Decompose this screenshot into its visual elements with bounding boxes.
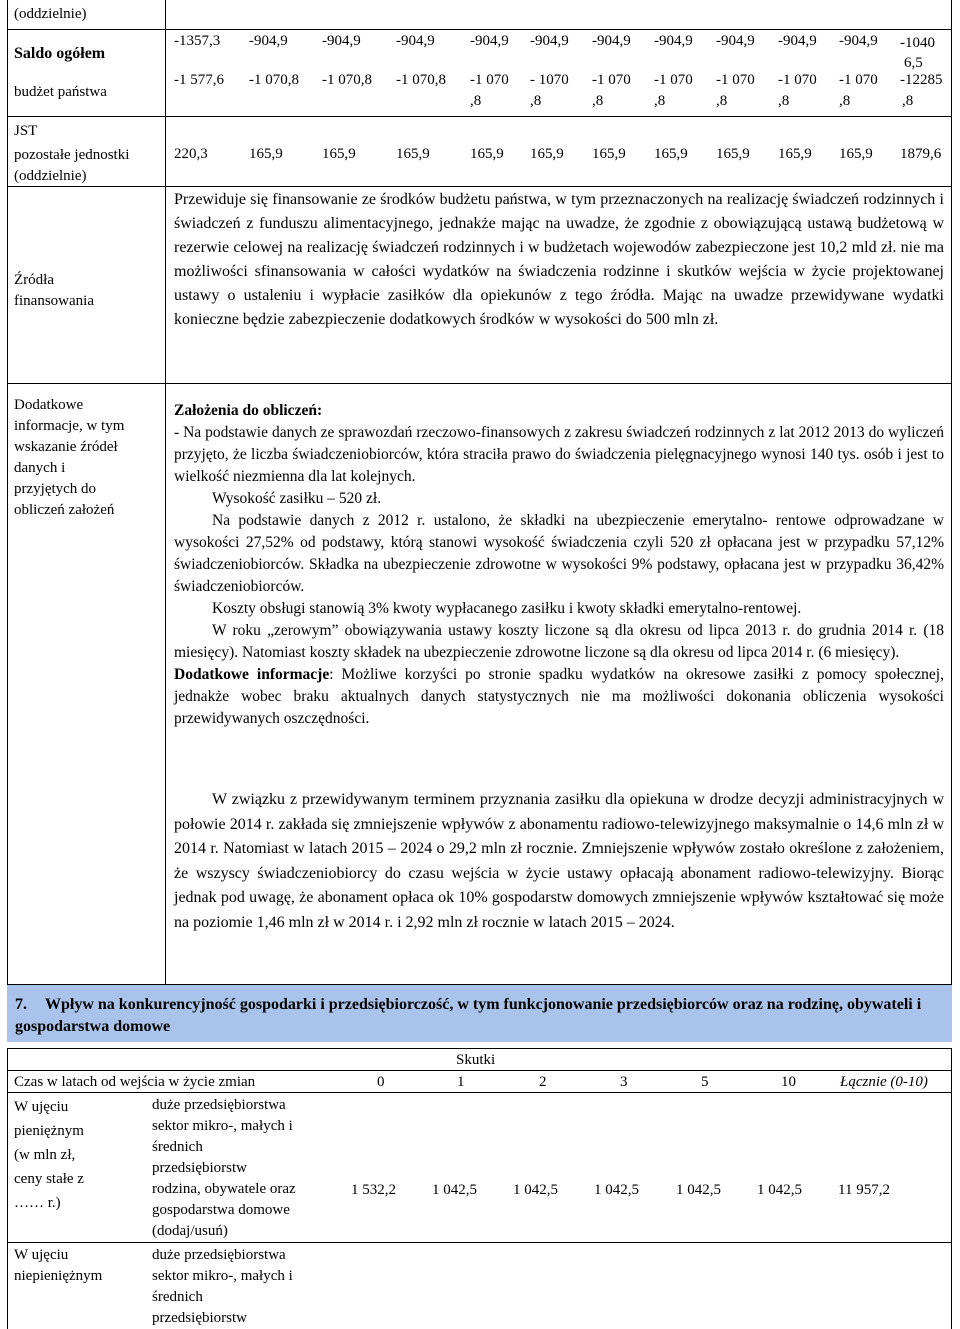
pieniezny-label-line: …… r.) [14,1195,61,1211]
budzet-value-line: -1 070 [839,72,878,88]
budzet-value-line: -1 070 [470,72,509,88]
dodatkowe-line: wskazanie źródeł [14,439,118,455]
pieniezny-label [14,1095,84,1215]
zalozenia-p7: W związku z przewidywanym terminem przyznania zasiłku dla opiekuna w drodze decyzji administracyjnych w połowie 2014 r. zakłada się zmniejszenie wpływów z abonamentu radiowo-telewizyjnego maksymalnie o 14,6 mln zł w 2014 r. Natomiast w latach 2015 – 2024 o 29,2 mln zł rocznie. Zmniejszenie wpływów zostało określone z założeniem, że wszyscy świadczeniobiorcy do czasu wejścia w życie ustawy opłacają abonament radiowo-telewizyjny. Biorąc jednak pod uwagę, że abonament opłaca ok 10% gospodarstw domowych zmniejszenie wpływów kształtować się może na poziomie 1,46 mln zł w 2014 r. i 2,92 mln zł rocznie w latach 2015 – 2024. [174,791,944,931]
rodzina-value: 11 957,2 [838,1182,890,1198]
pozostale-value: 165,9 [530,146,564,162]
budzet-value-line: ,8 [716,93,728,109]
dodatkowe-label [14,395,124,521]
year-header: 0 [377,1074,385,1090]
budzet-value-line: ,8 [654,93,666,109]
category-row [152,1266,293,1329]
category-row-line: gospodarstwa domowe [152,1202,290,1218]
section-7-header [7,985,952,1042]
dodatkowe-line: przyjętych do [14,481,97,497]
total-label: Łącznie (0-10) [840,1074,928,1090]
saldo-value: -904,9 [592,33,631,49]
budzet-value-line: ,8 [839,93,851,109]
zalozenia-p2: Wysokość zasiłku – 520 zł. [212,490,382,507]
budzet-label: budżet państwa [14,84,107,100]
budzet-value-line: -1 070,8 [249,72,299,88]
category-row [152,1095,296,1116]
zrodla-label-2: finansowania [14,293,94,309]
category-row-line: duże przedsiębiorstwa [152,1097,286,1113]
year-header: 3 [620,1074,628,1090]
zalozenia-p5: W roku „zerowym” obowiązywania ustawy koszty liczone są dla okresu od lipca 2013 r. do grudnia 2014 r. (18 miesięcy). Natomiast koszty składek na ubezpieczenie zdrowotne liczone są dla okresu od lipca 2014 r. (6 miesięcy). [174,622,944,661]
saldo-last-line: -1040 [900,35,935,51]
saldo-value: -904,9 [530,33,569,49]
pozostale-value: 1879,6 [900,146,942,162]
pieniezny-rows [152,1095,296,1242]
budzet-value [592,70,631,112]
section-7-title: 7. Wpływ na konkurencyjność gospodarki i przedsiębiorczość, w tym funkcjonowanie przedsiębiorców oraz na rodzinę, obywateli i gospodarstwa domowe [15,996,922,1035]
pozostale-value: 165,9 [249,146,283,162]
category-row [152,1116,296,1179]
budzet-value [249,70,299,91]
budzet-value [174,70,224,91]
budzet-value-line: -1 070 [778,72,817,88]
saldo-value: -904,9 [716,33,755,49]
pozostale-value: 165,9 [470,146,504,162]
dodatkowe-line: informacje, w tym [14,418,125,434]
outer-left-border [7,0,8,985]
budzet-value-line: -1 070,8 [396,72,446,88]
budzet-value [839,70,878,112]
pieniezny-label-line: ceny stałe z [14,1171,84,1187]
pozostale-label-2: (oddzielnie) [14,168,87,184]
year-header: 2 [539,1074,547,1090]
zalozenia-p4: Koszty obsługi stanowią 3% kwoty wypłacanego zasiłku i kwoty składki emerytalno-rentowej. [212,600,802,617]
zrodla-finansowania-text: Przewiduje się finansowanie ze środków budżetu państwa, w tym przeznaczonych na realizację świadczeń rodzinnych i świadczeń z funduszu alimentacyjnego, jednakże mając na uwadze, że zgodnie z obowiązującą ustawą budżetową w rezerwie celowej na realizację świadczeń rodzinnych i w budżetach wojewodów zabezpieczone jest 10,2 mld zł. nie ma możliwości sfinansowania w całości wydatków na świadczenia rodzinne i skutków wejścia w życie projektowanej ustawy o ustaleniu i wypłacie zasiłków dla opiekunów z tego źródła. Mając na uwadze przewidywane wydatki konieczne będzie zabezpieczenie dodatkowych środków w wysokości do 500 mln zł. [174,191,944,328]
pieniezny-label-line: W ujęciu [14,1099,69,1115]
left-col-divider [165,0,166,985]
czas-label: Czas w latach od wejścia w życie zmian [14,1074,256,1090]
pozostale-value: 165,9 [839,146,873,162]
oddzielnie-top-label: (oddzielnie) [14,6,87,22]
dodatkowe-line: Dodatkowe [14,397,84,413]
budzet-value-line: ,8 [470,93,482,109]
rodzina-value: 1 042,5 [676,1182,721,1198]
niepieniezny-label [14,1245,102,1287]
category-row-line: średnich [152,1139,203,1155]
year-header: 5 [701,1074,709,1090]
zalozenia-p3: Na podstawie danych z 2012 r. ustalono, że składki na ubezpieczenie emerytalno- rentowe odprowadzane w wysokości 27,52% od podstawy, którą stanowi wysokość świadczenia czyli 520 zł opłacana jest w przypadku 57,12% świadczeniobiorców. Składka na ubezpieczenie zdrowotne w wysokości 9% podstawy, opłacana jest w przypadku 36,42% świadczeniobiorców. [174,512,944,595]
budzet-value [530,70,569,112]
budzet-value-line: ,8 [530,93,542,109]
category-row-line: przedsiębiorstw [152,1310,247,1326]
saldo-value: -1357,3 [174,33,221,49]
category-row [152,1245,293,1266]
category-row-line: rodzina, obywatele oraz [152,1181,296,1197]
budzet-value-line: -1 070 [592,72,631,88]
budzet-value [322,70,372,91]
saldo-value: -904,9 [778,33,817,49]
category-row-line: sektor mikro-, małych i [152,1118,293,1134]
category-row-line: średnich [152,1289,203,1305]
table-left-border [7,1048,8,1329]
dodatkowe-informacje-rest: : Możliwe korzyści po stronie spadku wydatków na okresowe zasiłki z pomocy społecznej, jednakże wobec braku aktualnych danych statystycznych nie ma możliwości dokonania obliczenia wysokości przewidywanych oszczędności. [174,666,944,727]
pozostale-value: 165,9 [778,146,812,162]
pozostale-value: 165,9 [322,146,356,162]
saldo-value: -904,9 [322,33,361,49]
budzet-value [716,70,755,112]
dodatkowe-line: danych i [14,460,66,476]
year-header: 10 [781,1074,796,1090]
dodatkowe-line: obliczeń założeń [14,502,115,518]
category-row [152,1221,296,1242]
budzet-value-line: ,8 [592,93,604,109]
table-hline-niepieniezny [7,1242,952,1243]
budzet-value-line: - 1070 [530,72,569,88]
budzet-value-line: -1 070 [716,72,755,88]
niepieniezny-label-line: niepieniężnym [14,1268,103,1284]
skutki-label: Skutki [456,1052,496,1068]
rodzina-value: 1 042,5 [432,1182,477,1198]
table-top-border [7,1048,952,1049]
rodzina-value: 1 042,5 [513,1182,558,1198]
hline-under-budzet [7,116,952,117]
saldo-value: -904,9 [470,33,509,49]
rodzina-value: 1 042,5 [757,1182,802,1198]
saldo-value: -904,9 [249,33,288,49]
saldo-value: -904,9 [396,33,435,49]
niepieniezny-label-line: W ujęciu [14,1247,69,1263]
saldo-label: Saldo ogółem [14,45,106,62]
budzet-value-line: -1 070 [654,72,693,88]
table-right-border [951,1048,952,1329]
category-row [152,1179,296,1221]
hline-under-zrodla [7,383,952,384]
budzet-value [396,70,446,91]
hline-under-pozostale [7,186,952,187]
jst-label: JST [14,123,38,139]
category-row-line: (dodaj/usuń) [152,1223,228,1239]
budzet-value-line: -12285 [900,72,943,88]
category-row-line: duże przedsiębiorstwa [152,1247,286,1263]
pozostale-label-1: pozostałe jednostki [14,147,130,163]
pozostale-value: 165,9 [592,146,626,162]
zrodla-label-1: Źródła [14,272,54,288]
budzet-value-line: -1 577,6 [174,72,224,88]
hline-under-oddzielnie [7,29,952,30]
budzet-value-line: -1 070,8 [322,72,372,88]
zalozenia-block [174,400,944,730]
pozostale-value: 165,9 [654,146,688,162]
budzet-value [470,70,509,112]
saldo-last-line: 6,5 [904,55,923,71]
budzet-value-line: ,8 [902,93,914,109]
pieniezny-label-line: (w mln zł, [14,1147,76,1163]
zalozenia-p6 [174,664,944,730]
budzet-value [654,70,693,112]
pozostale-value: 165,9 [716,146,750,162]
dodatkowe-informacje-bold: Dodatkowe informacje [174,666,330,683]
rodzina-value: 1 042,5 [594,1182,639,1198]
saldo-value: -904,9 [654,33,693,49]
category-row-line: przedsiębiorstw [152,1160,247,1176]
pozostale-value: 165,9 [396,146,430,162]
saldo-value: -904,9 [839,33,878,49]
zalozenia-heading: Założenia do obliczeń: [174,402,323,419]
pieniezny-label-line: pieniężnym [14,1123,84,1139]
category-row-line: sektor mikro-, małych i [152,1268,293,1284]
budzet-value [900,70,943,112]
rodzina-value: 1 532,2 [351,1182,396,1198]
budzet-value-line: ,8 [778,93,790,109]
saldo-value-last [900,33,935,73]
niepieniezny-rows [152,1245,293,1329]
year-header: 1 [457,1074,465,1090]
outer-right-border [951,0,952,985]
budzet-value [778,70,817,112]
pozostale-value: 220,3 [174,146,208,162]
zalozenia-p1: - Na podstawie danych ze sprawozdań rzeczowo-finansowych z zakresu świadczeń rodzinnych z lat 2012 2013 do wyliczeń przyjęto, że liczba świadczeniobiorców, która straciła prawo do świadczenia pielęgnacyjnego wynosi 140 tys. osób i jest to wielkość niezmienna dla lat kolejnych. [174,424,944,485]
section-7-number: 7. [15,996,27,1013]
